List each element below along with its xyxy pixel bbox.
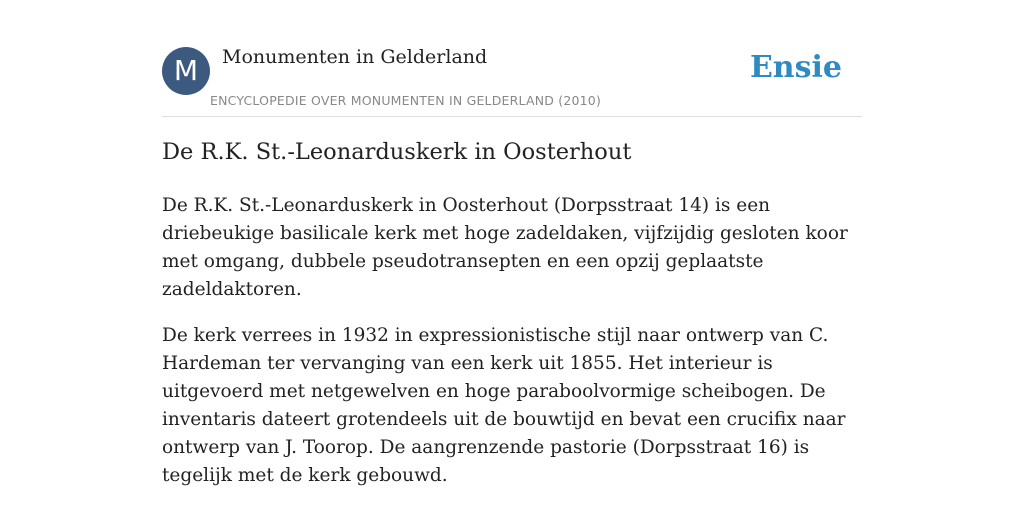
source-header — [162, 44, 862, 117]
source-subtitle: ENCYCLOPEDIE OVER MONUMENTEN IN GELDERLAND (2010) — [210, 93, 602, 108]
article-body — [162, 192, 862, 508]
source-avatar[interactable]: M — [162, 47, 210, 95]
ensie-logo[interactable]: Ensie — [749, 50, 842, 85]
article-title: De R.K. St.-Leonarduskerk in Oosterhout — [162, 139, 632, 165]
article-paragraph: De kerk verrees in 1932 in expressionistische stijl naar ontwerp van C. Hardeman ter vervanging van een kerk uit 1855. Het interieur is uitgevoerd met netgewelven en hoge paraboolvormige scheibogen. De inventaris dateert grotendeels uit de bouwtijd en bevat een crucifix naar ontwerp van J. Toorop. De aangrenzende pastorie (Dorpsstraat 16) is tegelijk met de kerk gebouwd. — [162, 325, 846, 486]
source-title[interactable]: Monumenten in Gelderland — [222, 46, 488, 68]
article-paragraph: De R.K. St.-Leonarduskerk in Oosterhout (Dorpsstraat 14) is een driebeukige basilicale kerk met hoge zadeldaken, vijfzijdig gesloten koor met omgang, dubbele pseudotransepten en een opzij geplaatste zadeldaktoren. — [162, 195, 848, 300]
